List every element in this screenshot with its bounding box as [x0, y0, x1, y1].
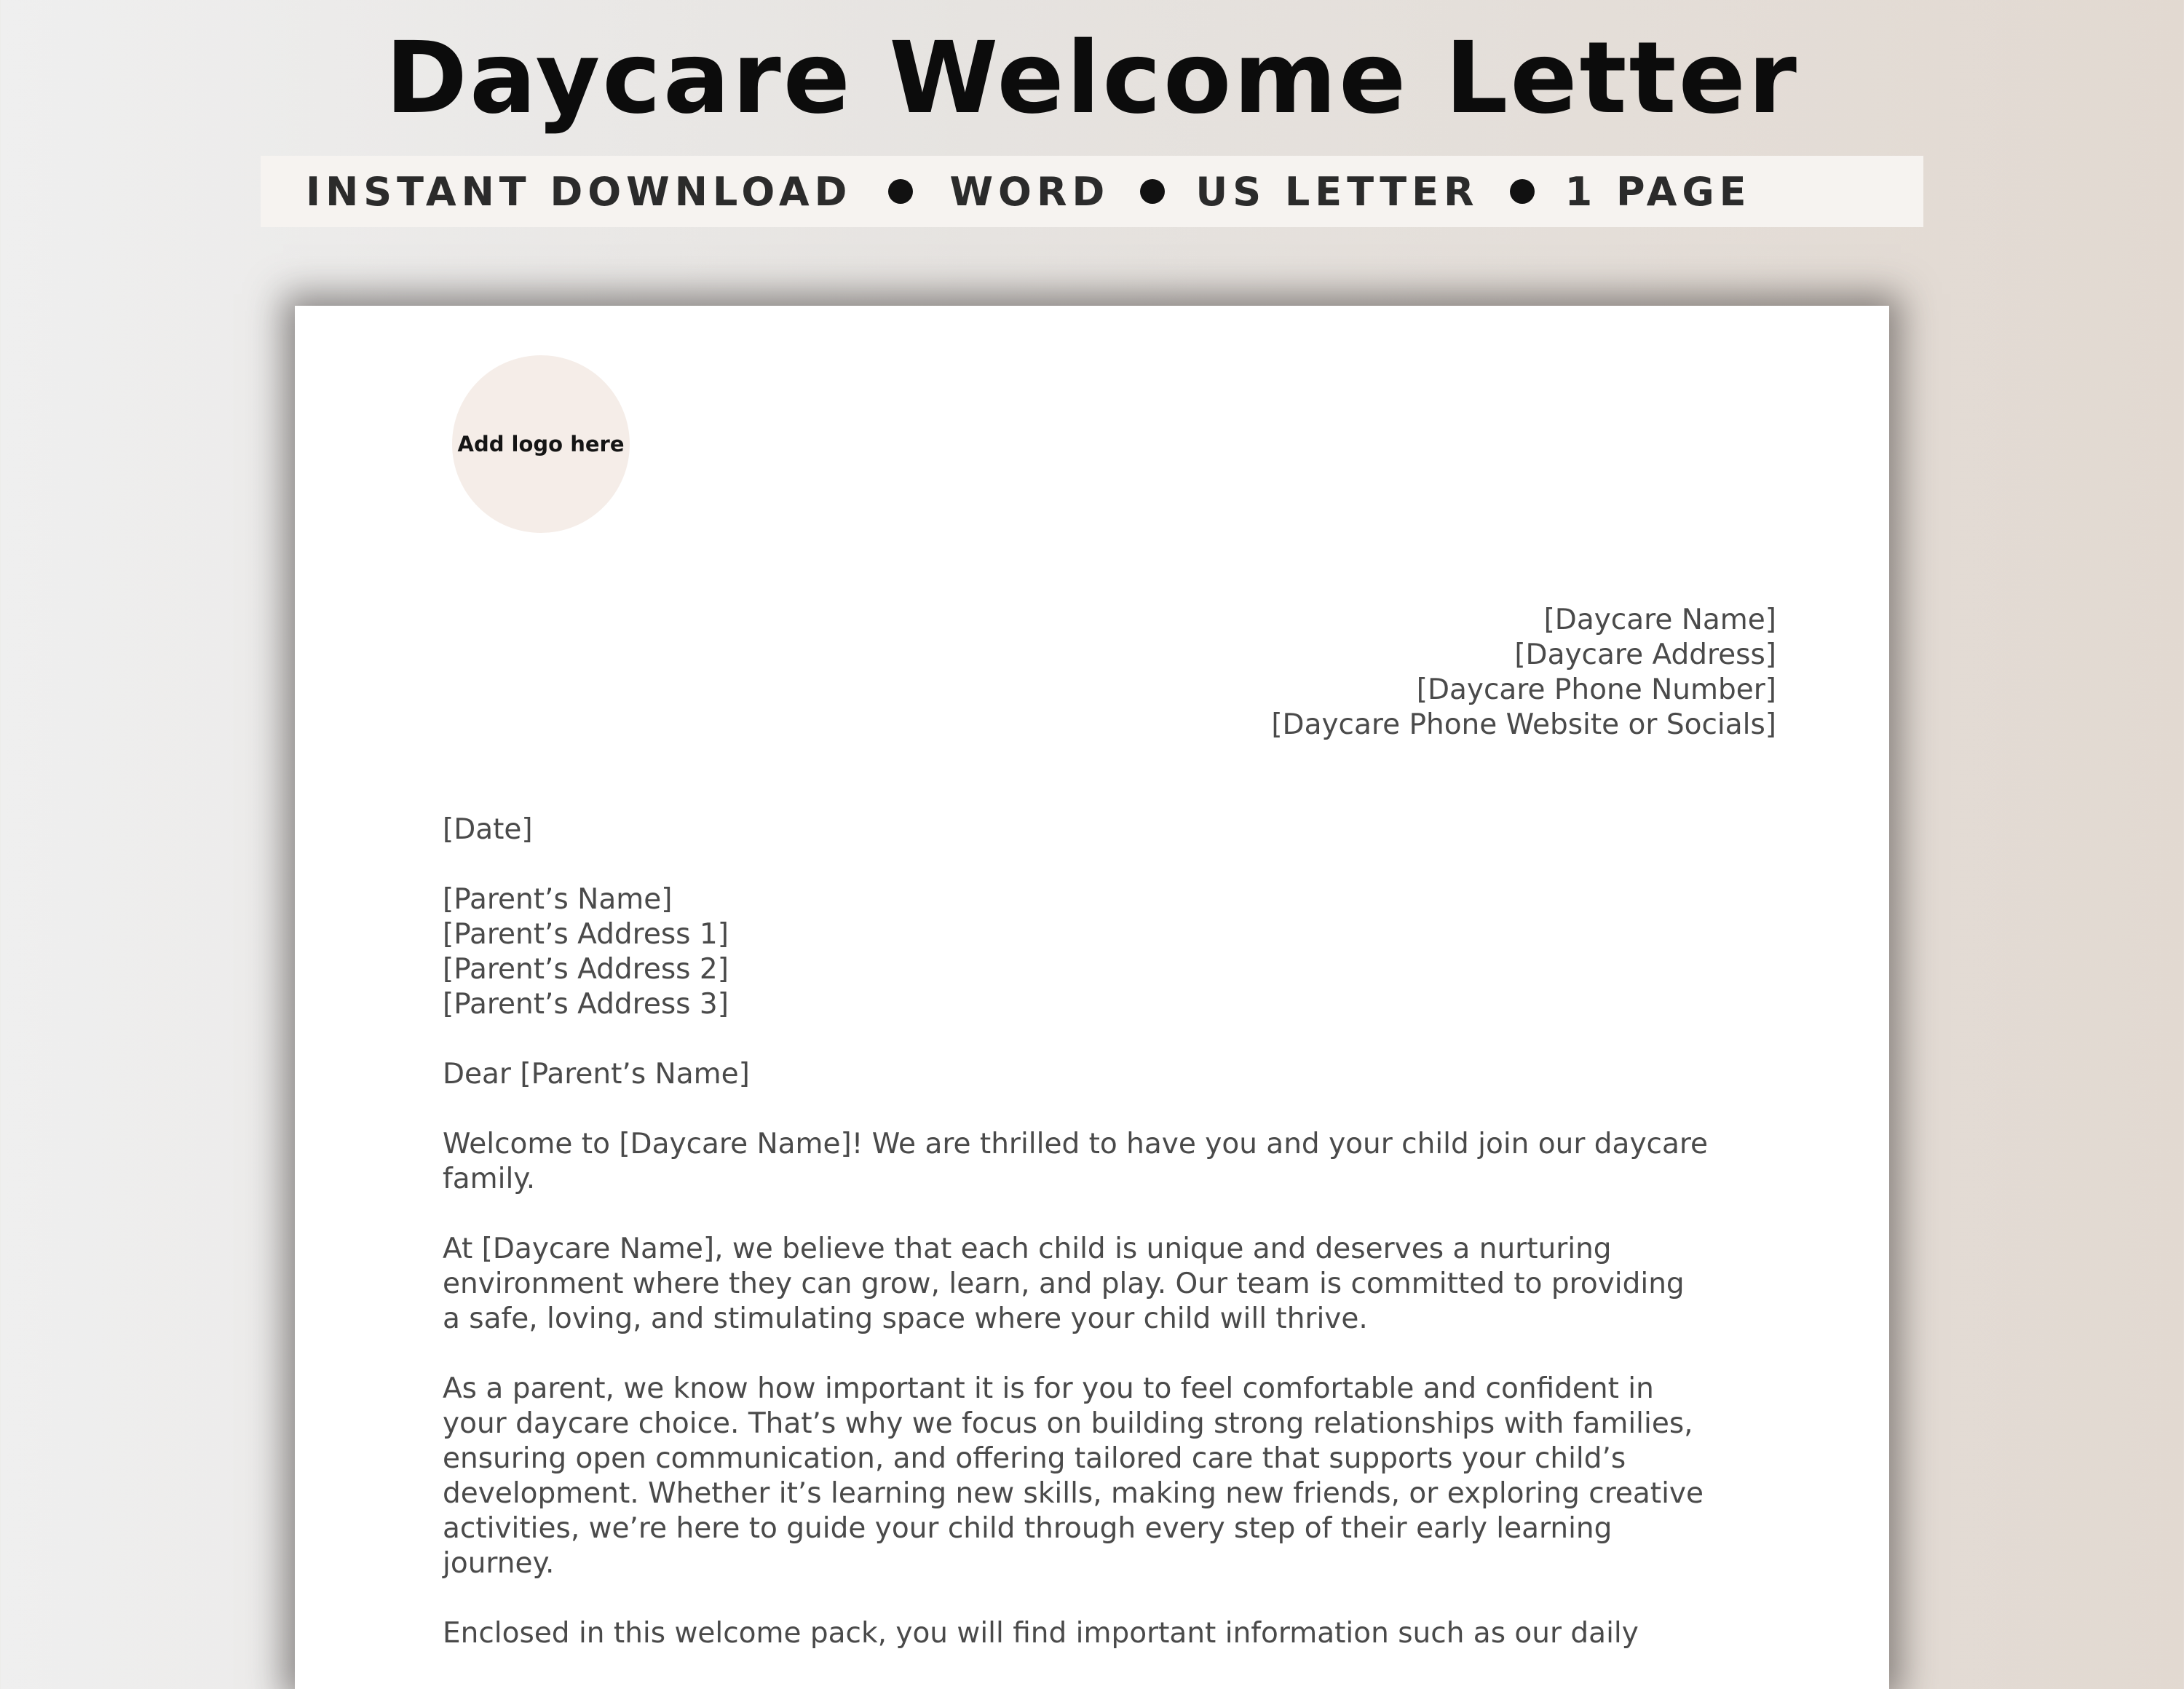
parent-address-2: [Parent’s Address 2] [443, 953, 729, 986]
feature-instant-download: INSTANT DOWNLOAD [306, 168, 852, 215]
feature-us-letter: US LETTER [1195, 168, 1479, 215]
paragraph-line: journey. [443, 1547, 555, 1580]
page-title: Daycare Welcome Letter [385, 21, 1799, 136]
letter-page [295, 306, 1889, 1689]
paragraph-welcome [443, 1127, 1782, 1197]
parent-address-block [443, 882, 1782, 1022]
daycare-website: [Daycare Phone Website or Socials] [1271, 708, 1776, 741]
feature-strip [261, 156, 1923, 227]
paragraph-line: development. Whether it’s learning new skills, making new friends, or exploring creative [443, 1477, 1704, 1510]
paragraph-line: Welcome to [Daycare Name]! We are thrilled to have you and your child join our daycare [443, 1128, 1709, 1160]
paragraph-philosophy [443, 1232, 1782, 1337]
paragraph-line: family. [443, 1163, 536, 1195]
daycare-phone: [Daycare Phone Number] [1416, 673, 1776, 706]
paragraph-line: ensuring open communication, and offering tailored care that supports your child’s [443, 1442, 1626, 1475]
paragraph-enclosed [443, 1616, 1782, 1651]
logo-placeholder [452, 355, 630, 533]
bullet-dot-icon [1510, 179, 1535, 204]
feature-one-page: 1 PAGE [1564, 168, 1752, 215]
paragraph-line: environment where they can grow, learn, and play. Our team is committed to providing [443, 1267, 1685, 1300]
salutation: Dear [Parent’s Name] [443, 1058, 750, 1091]
paragraph-line: your daycare choice. That’s why we focus on building strong relationships with families, [443, 1407, 1693, 1440]
paragraph-line: Enclosed in this welcome pack, you will find important information such as our daily [443, 1617, 1639, 1650]
paragraph-line: activities, we’re here to guide your child through every step of their early learning [443, 1512, 1613, 1545]
paragraph-line: a safe, loving, and stimulating space where your child will thrive. [443, 1302, 1368, 1335]
parent-address-1: [Parent’s Address 1] [443, 918, 729, 951]
letter-body [443, 812, 1782, 1651]
paragraph-parents [443, 1372, 1782, 1581]
letter-date: [Date] [443, 813, 533, 846]
daycare-address-block [1271, 603, 1776, 743]
parent-address-3: [Parent’s Address 3] [443, 988, 729, 1021]
paragraph-line: At [Daycare Name], we believe that each child is unique and deserves a nurturing [443, 1233, 1612, 1265]
bullet-dot-icon [888, 179, 913, 204]
logo-placeholder-label: Add logo here [457, 432, 625, 456]
feature-word: WORD [949, 168, 1110, 215]
daycare-address: [Daycare Address] [1514, 638, 1776, 671]
daycare-name: [Daycare Name] [1543, 604, 1776, 636]
parent-name: [Parent’s Name] [443, 883, 673, 916]
paragraph-line: As a parent, we know how important it is for you to feel comfortable and confident in [443, 1372, 1654, 1405]
bullet-dot-icon [1140, 179, 1165, 204]
